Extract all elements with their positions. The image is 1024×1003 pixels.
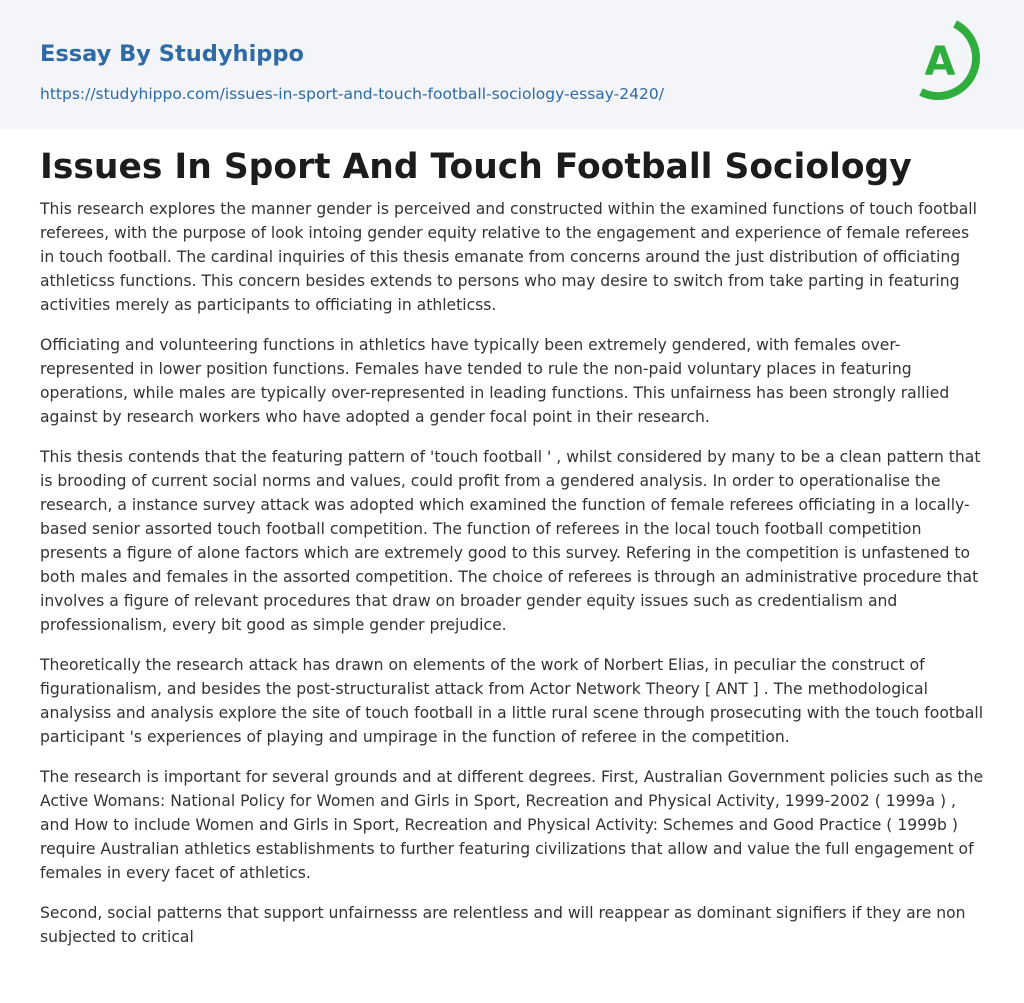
page-title: Issues In Sport And Touch Football Sociology: [40, 147, 912, 187]
article: [0, 129, 1024, 949]
article-paragraph: This thesis contends that the featuring pattern of 'touch football ' , whilst considered by many to be a clean pattern that is brooding of current social norms and values, could profit from a gendered analysis. In order to operationalise the research, a instance survey attack was adopted which examined the function of female referees officiating in a locally-based senior assorted touch football competition. The function of referees in the local touch football competition presents a figure of alone factors which are extremely good to this survey. Refering in the competition is unfastened to both males and females in the assorted competition. The choice of referees is through an administrative procedure that involves a figure of relevant procedures that draw on broader gender equity issues such as credentialism and professionalism, every bit good as simple gender prejudice.: [40, 448, 981, 634]
article-paragraph: Officiating and volunteering functions in athletics have typically been extremely gendered, with females over-represented in lower position functions. Females have tended to rule the non-paid voluntary places in featuring operations, while males are typically over-represented in leading functions. This unfairness has been strongly rallied against by research workers who have adopted a gender focal point in their research.: [40, 336, 950, 426]
logo-letter: A: [924, 39, 956, 85]
article-paragraph: The research is important for several grounds and at different degrees. First, Australian Government policies such as the Active Womans: National Policy for Women and Girls in Sport, Recreation and Physical Activity, 1999-2002 ( 1999a ) , and How to include Women and Girls in Sport, Recreation and Physical Activity: Schemes and Good Practice ( 1999b ) require Australian athletics establishments to further featuring civilizations that allow and value the full engagement of females in every facet of athletics.: [40, 768, 984, 882]
article-paragraph: Second, social patterns that support unfairnesss are relentless and will reappear as dominant signifiers if they are non subjected to critical: [40, 904, 966, 946]
site-brand[interactable]: Essay By Studyhippo: [40, 41, 304, 67]
studyhippo-logo-icon[interactable]: [906, 17, 990, 107]
article-paragraph: This research explores the manner gender is perceived and constructed within the examined functions of touch football referees, with the purpose of look intoing gender equity relative to the engagement and experience of female referees in touch football. The cardinal inquiries of this thesis emanate from concerns around the just distribution of officiating athleticss functions. This concern besides extends to persons who may desire to switch from take parting in featuring activities merely as participants to officiating in athleticss.: [40, 200, 977, 314]
page-url-link[interactable]: https://studyhippo.com/issues-in-sport-and-touch-football-sociology-essay-2420/: [40, 85, 664, 103]
article-paragraph: Theoretically the research attack has drawn on elements of the work of Norbert Elias, in peculiar the construct of figurationalism, and besides the post-structuralist attack from Actor Network Theory [ ANT ] . The methodological analysiss and analysis explore the site of touch football in a little rural scene through prosecuting with the touch football participant 's experiences of playing and umpirage in the function of referee in the competition.: [40, 656, 984, 746]
site-header: [0, 0, 1024, 129]
